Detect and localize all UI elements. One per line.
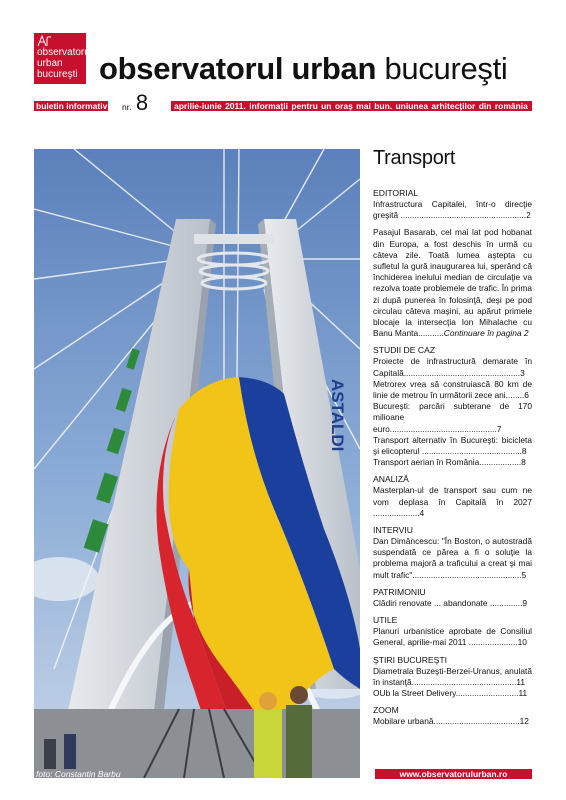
toc-item[interactable]: Proiecte de infrastructură demarate în Capitală..................................................3 — [373, 356, 532, 378]
toc-heading-stiri: ŞTIRI BUCUREŞTI — [373, 654, 448, 665]
website-link[interactable]: www.observatorulurban.ro — [375, 769, 532, 779]
toc-heading-editorial: EDITORIAL — [373, 188, 419, 198]
logo-line: urban — [37, 58, 63, 69]
pylon-label: ASTALDI — [328, 379, 347, 452]
editorial-lead-text: Pasajul Basarab, cel mai lat pod hobanat din Europa, a fost deschis în urmă cu câteva zile. Toată lumea aştepta cu sufletul la gură inaugurarea lui, sperând că închiderea inelului median de circulaţie va rezolva toate problemele de trafic. În prima zi după punerea în folosinţă, deşi pe pod circulau câteva maşini, au apărut primele blocaje la intersecţia Ion Mihalache cu Banu Manta........... — [373, 227, 532, 339]
toc-item[interactable]: Dan Dimâncescu: "În Boston, o autostradă suspendată ce părea a fi o soluţie la problema majoră a traficului a creat şi mai mult trafic"...............................................5 — [373, 536, 532, 580]
issue-label: nr. — [122, 102, 132, 112]
logo-line: observatorul — [37, 47, 93, 58]
issue-value: 8 — [135, 90, 149, 115]
cross-beam — [194, 234, 274, 244]
continue-link[interactable]: Continuare în pagina 2 — [443, 328, 529, 339]
toc-heading-analiza: ANALIZĂ — [373, 474, 409, 485]
toc-item[interactable]: Infrastructura Capitalei, într-o direcţie greşită ......................................................2 — [373, 199, 532, 221]
cover-photo-drawing — [34, 149, 360, 778]
cover-photo — [34, 149, 360, 778]
toc-heading-zoom: ZOOM — [373, 705, 399, 716]
toc-item[interactable]: OUb la Street Delivery...........................11 — [373, 687, 528, 698]
masthead-title — [99, 51, 508, 87]
logo-text — [37, 47, 92, 80]
masthead-title-bold: observatorul urban — [99, 51, 377, 86]
logo-mark-icon — [37, 35, 53, 47]
strip-bulletin-label: buletin informativ — [36, 101, 108, 111]
toc-heading-interviu: INTERVIU — [373, 525, 413, 536]
masthead-title-regular: bucureşti — [384, 51, 508, 86]
logo-line: bucureşti — [37, 69, 78, 80]
toc-heading-studii: STUDII DE CAZ — [373, 345, 436, 356]
toc-heading-patrimoniu: PATRIMONIU — [373, 586, 426, 597]
toc-item[interactable]: Bucureşti: parcări subterane de 170 milioane euro..............................................7 — [373, 401, 532, 434]
toc-item[interactable]: Transport alternativ în Bucureşti: bicicleta şi elicopterul ...........................................8 — [373, 434, 532, 457]
toc-item[interactable]: Masterplan-ul de transport sau cum ne vom deplasa în Capitală în 2027 ....................4 — [373, 485, 532, 518]
editorial-lead — [373, 227, 532, 339]
photo-caption: foto: Constantin Barbu — [36, 769, 121, 779]
toc-heading-utile: UTILE — [373, 615, 398, 626]
toc-item[interactable]: Planuri urbanistice aprobate de Consiliul General, aprilie-mai 2011 .....................10 — [373, 626, 532, 648]
strip-info: aprilie-iunie 2011. informaţii pentru un oraş mai bun. uniunea arhitecţilor din românia — [171, 101, 532, 111]
logo — [34, 33, 93, 84]
toc-item[interactable]: Metrorex vrea să construiască 80 km de linie de metrou în următorii zece ani........6 — [373, 378, 532, 401]
toc-item[interactable]: Transport aerian în România..................8 — [373, 457, 526, 468]
toc-item[interactable]: Diametrala Buzeşti-Berzei-Uranus, anulată în instanţă.............................................11 — [373, 665, 532, 687]
toc-item[interactable]: Mobilare urbană.....................................12 — [373, 716, 529, 727]
toc-item[interactable]: Clădiri renovate ... abandonate ..............9 — [373, 597, 528, 608]
section-title: Transport — [373, 147, 456, 169]
table-of-contents — [373, 146, 532, 727]
issue-number — [122, 92, 148, 115]
